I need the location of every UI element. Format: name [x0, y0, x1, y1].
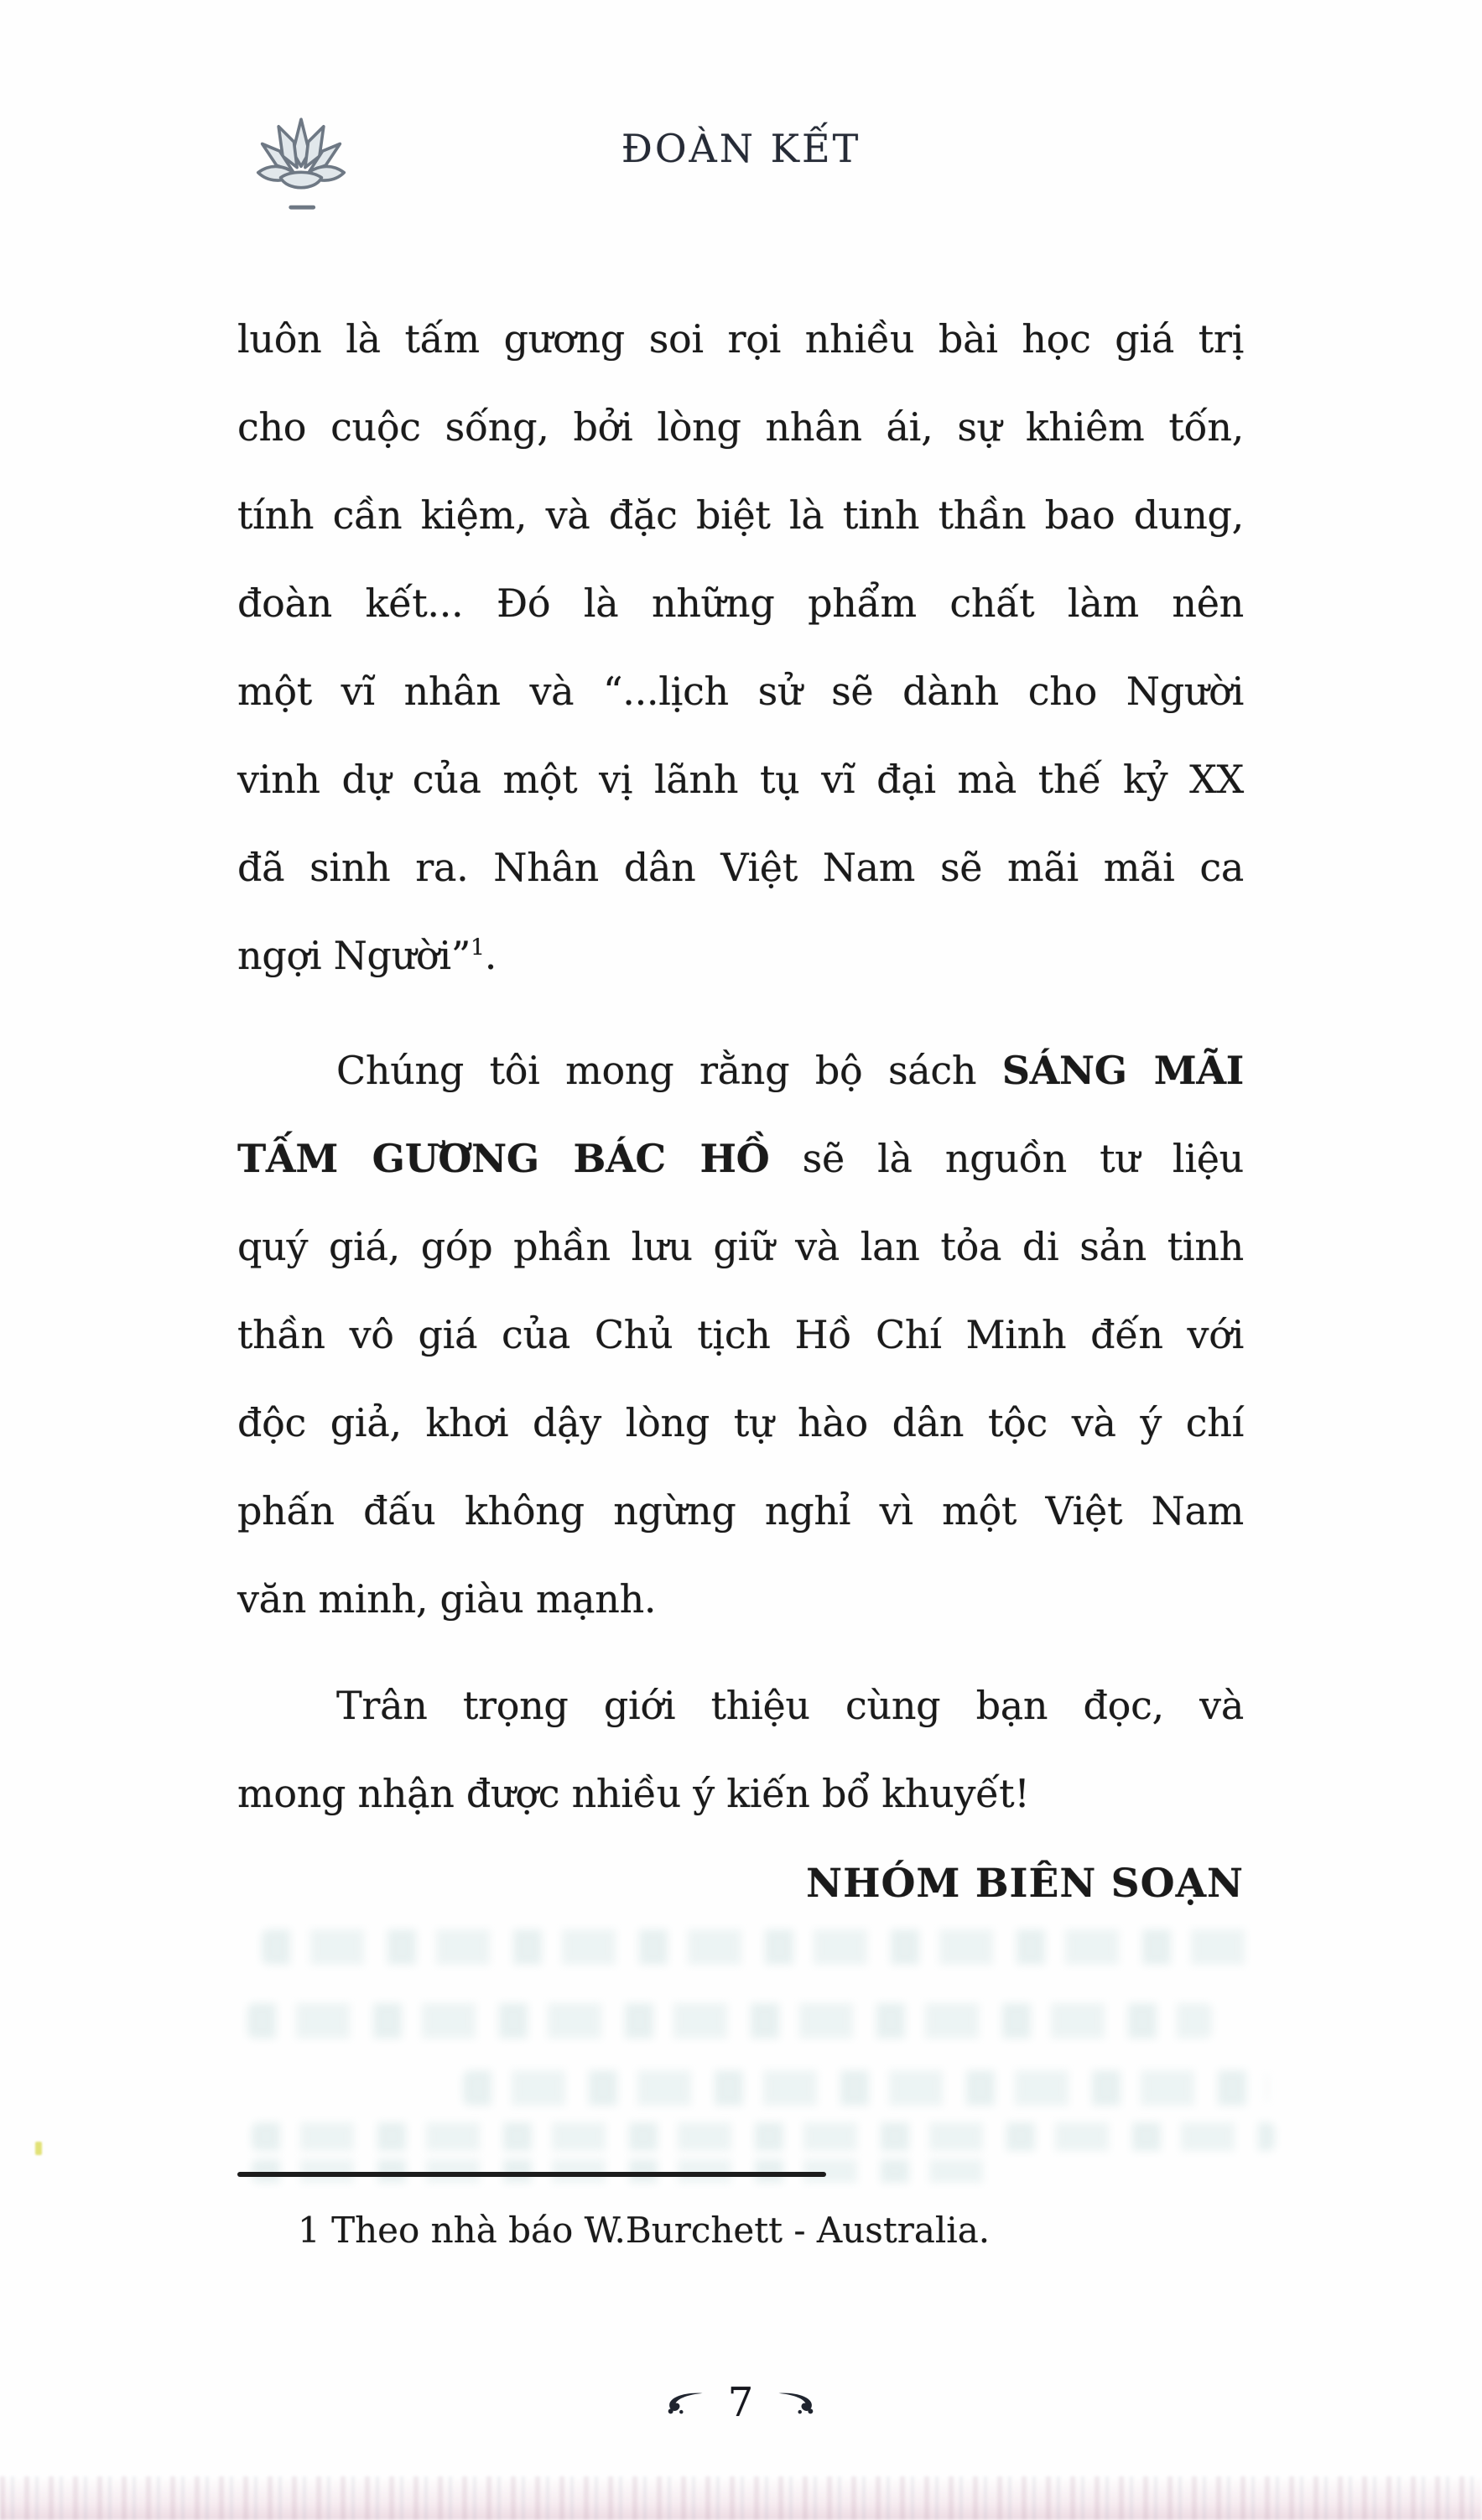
body-line: [237, 295, 1244, 383]
body-line: [237, 560, 1244, 648]
body-line: [237, 471, 1244, 560]
page-number: 7: [727, 2379, 754, 2426]
body-line-segment: sẽ là nguồn tư liệu: [769, 1136, 1244, 1181]
body-line-segment: độc giả, khơi dậy lòng tự hào dân tộc và ý chí: [237, 1400, 1244, 1445]
paragraph: [237, 295, 1244, 1000]
body-line-segment: luôn là tấm gương soi rọi nhiều bài học giá trị: [237, 316, 1244, 362]
scan-artifact: [35, 2142, 42, 2155]
body-line-segment: mong nhận được nhiều ý kiến bổ khuyết!: [237, 1771, 1030, 1816]
bleed-through-smudge: [247, 2003, 1212, 2038]
body-line-segment: tính cần kiệm, và đặc biệt là tinh thần bao dung,: [237, 492, 1244, 538]
body-line: [237, 1750, 1244, 1838]
flourish-left-icon: [663, 2388, 706, 2417]
body-line: [237, 1027, 1244, 1115]
body-line-segment: đã sinh ra. Nhân dân Việt Nam sẽ mãi mãi ca: [237, 845, 1244, 890]
footnote-text: 1 Theo nhà báo W.Burchett - Australia.: [298, 2210, 991, 2251]
bleed-through-smudge: [252, 2159, 990, 2183]
body-line-segment: văn minh, giàu mạnh.: [237, 1576, 657, 1622]
body-line: [237, 736, 1244, 824]
body-line-segment: vinh dự của một vị lãnh tụ vĩ đại mà thế kỷ XX: [237, 757, 1244, 802]
body-text: [237, 295, 1244, 1928]
body-line-segment: quý giá, góp phần lưu giữ và lan tỏa di sản tinh: [237, 1224, 1244, 1269]
body-line-segment: ngợi Người”: [237, 933, 471, 978]
body-line: [237, 824, 1244, 912]
signature: NHÓM BIÊN SOẠN: [806, 1861, 1244, 1907]
footnote-ref: 1: [471, 935, 485, 961]
body-line-segment: đoàn kết... Đó là những phẩm chất làm nên: [237, 581, 1244, 626]
paragraph: [237, 1662, 1244, 1838]
bleed-through-smudge: [463, 2070, 1268, 2106]
body-line: [237, 1115, 1244, 1203]
body-line-segment: Trân trọng giới thiệu cùng bạn đọc, và: [336, 1683, 1244, 1728]
body-line-segment: thần vô giá của Chủ tịch Hồ Chí Minh đến với: [237, 1312, 1244, 1357]
body-line-segment: SÁNG MÃI: [1001, 1048, 1244, 1093]
body-line-segment: .: [484, 933, 497, 978]
body-line: [237, 1662, 1244, 1750]
body-line: [237, 1379, 1244, 1467]
body-line: [237, 383, 1244, 471]
bleed-through-smudge: [252, 2122, 1275, 2151]
body-line: [237, 912, 1244, 1000]
body-line: [237, 648, 1244, 736]
body-line-segment: một vĩ nhân và “...lịch sử sẽ dành cho Người: [237, 669, 1244, 714]
body-line-segment: phấn đấu không ngừng nghỉ vì một Việt Nam: [237, 1488, 1244, 1533]
footnote-rule: [237, 2172, 826, 2177]
body-line-segment: cho cuộc sống, bởi lòng nhân ái, sự khiêm tốn,: [237, 404, 1244, 450]
body-line-segment: Chúng tôi mong rằng bộ sách: [336, 1048, 1002, 1093]
paragraph: [237, 1027, 1244, 1643]
body-line: [237, 1467, 1244, 1555]
body-line: [237, 1291, 1244, 1379]
body-line-segment: TẤM GƯƠNG BÁC HỒ: [237, 1136, 770, 1181]
page-footer: [237, 2372, 1244, 2433]
body-line: [237, 1203, 1244, 1291]
body-line: [237, 1555, 1244, 1643]
bleed-through-smudge: [262, 1929, 1251, 1965]
page-bottom-edge: [0, 2476, 1482, 2520]
flourish-right-icon: [775, 2388, 819, 2417]
page-title: ĐOÀN KẾT: [621, 126, 861, 171]
